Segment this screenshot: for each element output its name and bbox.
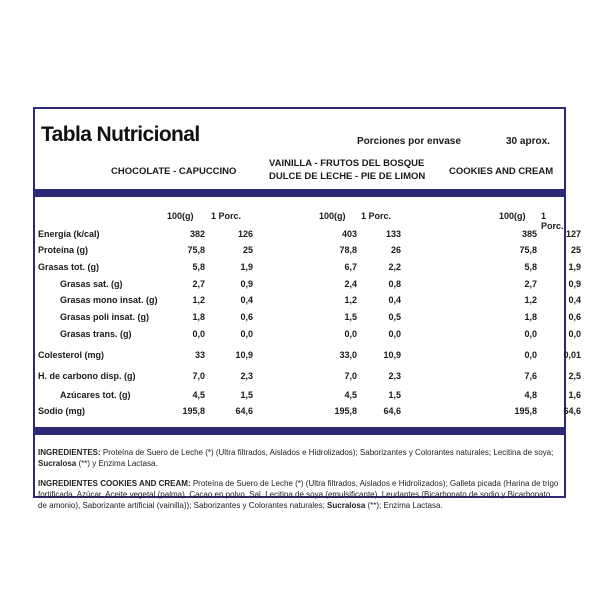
nutrient-value: 7,0	[192, 371, 205, 381]
nutrient-value: 25	[570, 245, 581, 255]
nutrient-value: 126	[237, 229, 253, 239]
nutrient-row	[35, 329, 581, 343]
ingredients-cookies-label: INGREDIENTES COOKIES AND CREAM:	[38, 479, 191, 488]
column-header-100g: 100(g)	[167, 211, 194, 221]
nutrient-value: 0,6	[240, 312, 253, 322]
nutrient-label: Proteína (g)	[38, 245, 89, 255]
nutrient-label: Grasas poli insat. (g)	[60, 312, 150, 322]
nutrient-value: 385	[521, 229, 537, 239]
nutrient-value: 10,9	[235, 350, 253, 360]
nutrient-row	[35, 371, 581, 385]
nutrient-value: 26	[390, 245, 401, 255]
nutrient-value: 195,8	[182, 406, 205, 416]
nutrient-value: 1,6	[568, 390, 581, 400]
nutrient-value: 127	[565, 229, 581, 239]
nutrient-value: 5,8	[524, 262, 537, 272]
nutrient-value: 0,9	[240, 279, 253, 289]
ingredients-cookies-text-end: (**); Enzima Lactasa.	[365, 501, 443, 510]
nutrient-value: 1,9	[240, 262, 253, 272]
column-header-portion: 1 Porc.	[211, 211, 242, 221]
nutrient-value: 0,6	[568, 312, 581, 322]
nutrient-value: 403	[341, 229, 357, 239]
nutrient-row	[35, 229, 581, 243]
ingredients-cookies-block	[38, 478, 560, 511]
nutrient-value: 64,6	[563, 406, 581, 416]
nutrient-value: 0,9	[568, 279, 581, 289]
column-header-portion: 1 Porc.	[361, 211, 392, 221]
nutrient-value: 4,5	[344, 390, 357, 400]
nutrient-value: 4,8	[524, 390, 537, 400]
flavor-header-cookies: COOKIES AND CREAM	[449, 166, 554, 177]
nutrient-value: 2,7	[524, 279, 537, 289]
nutrient-value: 25	[242, 245, 253, 255]
nutrient-value: 2,4	[344, 279, 357, 289]
nutrient-row	[35, 279, 581, 293]
nutrient-value: 1,2	[524, 295, 537, 305]
nutrient-value: 2,2	[388, 262, 401, 272]
nutrient-value: 0,0	[240, 329, 253, 339]
nutrient-value: 0,0	[192, 329, 205, 339]
nutrient-value: 75,8	[519, 245, 537, 255]
nutrient-value: 1,8	[192, 312, 205, 322]
nutrient-row	[35, 350, 581, 364]
nutrient-value: 195,8	[514, 406, 537, 416]
nutrient-value: 78,8	[339, 245, 357, 255]
ingredients-text: Proteína de Suero de Leche (*) (Ultra filtrados, Aislados e Hidrolizados); Saborizantes y Colorantes naturales; Lecitina de soya;	[100, 448, 554, 457]
nutrient-value: 5,8	[192, 262, 205, 272]
nutrient-value: 0,0	[344, 329, 357, 339]
nutrient-value: 1,5	[344, 312, 357, 322]
nutrient-row	[35, 262, 581, 276]
nutrient-label: Grasas sat. (g)	[60, 279, 123, 289]
nutrient-value: 10,9	[383, 350, 401, 360]
nutrient-value: 2,7	[192, 279, 205, 289]
nutrient-value: 1,8	[524, 312, 537, 322]
nutrient-label: Grasas trans. (g)	[60, 329, 132, 339]
ingredients-block	[38, 447, 560, 469]
nutrient-value: 0,5	[388, 312, 401, 322]
ingredients-text-end: (**) y Enzima Lactasa.	[76, 459, 158, 468]
nutrient-label: Grasas mono insat. (g)	[60, 295, 158, 305]
nutrient-row	[35, 295, 581, 309]
nutrient-value: 0,4	[240, 295, 253, 305]
nutrient-value: 0,0	[524, 329, 537, 339]
nutrient-value: 2,5	[568, 371, 581, 381]
flavor-header-vanilla: VAINILLA - FRUTOS DEL BOSQUE	[269, 158, 425, 169]
nutrient-label: Azúcares tot. (g)	[60, 390, 131, 400]
nutrient-value: 133	[385, 229, 401, 239]
nutrient-value: 1,5	[240, 390, 253, 400]
nutrient-value: 0,01	[563, 350, 581, 360]
nutrient-value: 4,5	[192, 390, 205, 400]
nutrient-value: 0,4	[388, 295, 401, 305]
column-header-portion: 1 Porc.	[541, 211, 564, 231]
nutrient-label: H. de carbono disp. (g)	[38, 371, 136, 381]
sweetener-name: Sucralosa	[38, 459, 77, 468]
nutrient-label: Sodio (mg)	[38, 406, 85, 416]
nutrient-row	[35, 390, 581, 404]
nutrient-value: 0,0	[568, 329, 581, 339]
nutrient-value: 33	[194, 350, 205, 360]
nutrient-row	[35, 245, 581, 259]
nutrient-value: 382	[189, 229, 205, 239]
nutrient-value: 7,6	[524, 371, 537, 381]
nutrient-value: 0,8	[388, 279, 401, 289]
nutrient-value: 0,0	[388, 329, 401, 339]
nutrient-value: 2,3	[240, 371, 253, 381]
column-header-100g: 100(g)	[499, 211, 526, 221]
column-header-100g: 100(g)	[319, 211, 346, 221]
sweetener-name: Sucralosa	[327, 501, 366, 510]
nutrient-value: 1,2	[344, 295, 357, 305]
nutrient-value: 64,6	[383, 406, 401, 416]
nutrient-value: 75,8	[187, 245, 205, 255]
ingredients-label: INGREDIENTES:	[38, 448, 101, 457]
servings-label: Porciones por envase	[357, 136, 461, 147]
divider-bar-top	[35, 189, 564, 197]
flavor-header-chocolate: CHOCOLATE - CAPUCCINO	[111, 166, 237, 177]
nutrient-value: 2,3	[388, 371, 401, 381]
nutrient-label: Grasas tot. (g)	[38, 262, 100, 272]
nutrient-value: 0,4	[568, 295, 581, 305]
nutrient-value: 1,2	[192, 295, 205, 305]
nutrient-value: 33,0	[339, 350, 357, 360]
nutrient-value: 195,8	[334, 406, 357, 416]
nutrient-label: Colesterol (mg)	[38, 350, 105, 360]
nutrient-value: 7,0	[344, 371, 357, 381]
nutrient-label: Energía (k/cal)	[38, 229, 100, 239]
servings-value: 30 aprox.	[506, 136, 550, 147]
nutrient-row	[35, 406, 581, 420]
nutrient-value: 1,5	[388, 390, 401, 400]
divider-bar-bottom	[35, 427, 564, 435]
page-title: Tabla Nutricional	[41, 123, 200, 146]
flavor-header-dulce: DULCE DE LECHE - PIE DE LIMON	[269, 171, 426, 182]
nutrient-value: 0,0	[524, 350, 537, 360]
nutrient-row	[35, 312, 581, 326]
nutrient-value: 64,6	[235, 406, 253, 416]
nutrient-value: 1,9	[568, 262, 581, 272]
nutrition-table-panel	[33, 107, 581, 510]
nutrient-value: 6,7	[344, 262, 357, 272]
ingredients-cookies-text: Proteína de Suero de Leche (*) (Ultra filtrados, Aislados e Hidrolizados); Galleta picada (Harina de trigo fortificada, Azúcar, Aceite vegetal (palma), Cacao en polvo, Sal, Lecitina de soya (emulsificante), Leudantes (Bicarbonato de sodio y Bicarbonato de amonio), Saborizante artificial (vainilla)); Saborizantes y Colorantes naturales;	[38, 479, 559, 510]
